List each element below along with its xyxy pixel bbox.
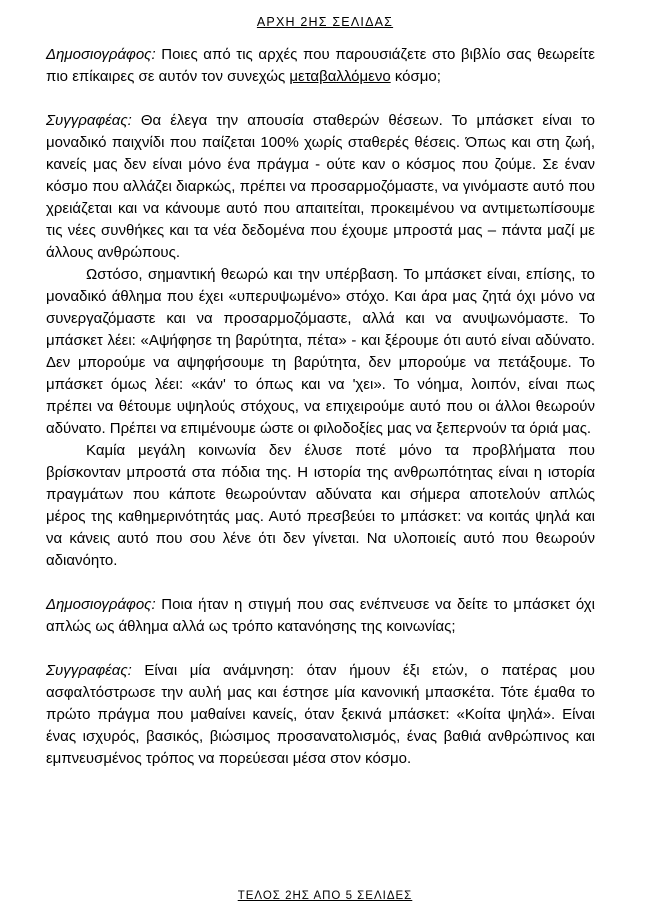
question-text: Ποιες από τις αρχές που παρουσιάζετε στο βιβλίο σας θεωρείτε πιο επίκαιρες σε αυτόν τον συνεχώς — [46, 46, 595, 85]
speaker-label: Δημοσιογράφος: — [46, 596, 156, 613]
page-footer: ΤΕΛΟΣ 2ΗΣ ΑΠΟ 5 ΣΕΛΙΔΕΣ — [237, 890, 413, 902]
answer-1-paragraph-1 — [46, 110, 595, 264]
speaker-label: Συγγραφέας: — [46, 112, 132, 129]
answer-text: Είναι μία ανάμνηση: όταν ήμουν έξι ετών, ο πατέρας μου ασφαλτόστρωσε την αυλή μας και έστησε μία κανονική μπασκέτα. Τότε έμαθα το πρώτο πράγμα που μαθαίνει κανείς, όταν ξεκινά μπάσκετ: «Κοίτα ψηλά». Είναι ένας ισχυρός, βασικός, βιώσιμος προσανατολισμός, ένας βαθιά ανθρώπινος και εμπνευσμένος τρόπος να πορεύεσαι μέσα στον κόσμο. — [46, 662, 595, 767]
question-text: Ποια ήταν η στιγμή που σας ενέπνευσε να δείτε το μπάσκετ όχι απλώς ως άθλημα αλλά ως τρόπο κατανόησης της κοινωνίας; — [46, 596, 595, 635]
answer-text: Θα έλεγα την απουσία σταθερών θέσεων. Το μπάσκετ είναι το μοναδικό παιχνίδι που παίζεται 100% χωρίς σταθερές θέσεις. Όπως και στη ζωή, κανείς μας δεν είναι μόνο ένα πράγμα - ούτε καν ο κόσμος που ζούμε. Σε έναν κόσμο που αλλάζει διαρκώς, πρέπει να προσαρμοζόμαστε, να γινόμαστε αυτό που χρειάζεται και να κάνουμε αυτό που απαιτείται, προκειμένου να αντιμετωπίσουμε τις νέες συνθήκες και τα νέα δεδομένα που έχουμε μπροστά μας – πάντα μαζί με άλλους ανθρώπους. — [46, 112, 595, 261]
question-2 — [46, 594, 595, 638]
answer-1-paragraph-3: Καμία μεγάλη κοινωνία δεν έλυσε ποτέ μόνο τα προβλήματα που βρίσκονταν μπροστά στα πόδια της. Η ιστορία της ανθρωπότητας είναι η ιστορία πραγμάτων που κάποτε θεωρούνταν αδύνατα και σήμερα αποτελούν απλώς μέρος της καθημερινότητάς μας. Αυτό πρεσβεύει το μπάσκετ: να κοιτάς ψηλά και να κάνεις αυτό που σου λένε ότι δεν γίνεται. Να υλοποιείς αυτό που θεωρούν αδιανόητο. — [46, 442, 595, 569]
question-text-end: κόσμο; — [390, 68, 441, 85]
document-body — [46, 44, 595, 770]
answer-1-paragraph-2: Ωστόσο, σημαντική θεωρώ και την υπέρβαση. Το μπάσκετ είναι, επίσης, το μοναδικό άθλημα που έχει «υπερυψωμένο» στόχο. Και άρα μας ζητά όχι μόνο να συνεργαζόμαστε και να προσαρμοζόμαστε, αλλά και να ανυψωνόμαστε. Το μπάσκετ λέει: «Αψήφησε τη βαρύτητα, πέτα» - και ξέρουμε ότι αυτό είναι αδύνατο. Δεν μπορούμε να αψηφήσουμε τη βαρύτητα, δεν μπορούμε να πετάξουμε. Το μπάσκετ όμως λέει: «κάν' το όπως και να 'χει». Το νόημα, λοιπόν, είναι πως πρέπει να θέτουμε υψηλούς στόχους, να επιχειρούμε αυτό που οι άλλοι θεωρούν αδύνατο. Πρέπει να επιμένουμε ώστε οι φιλοδοξίες μας να ξεπερνούν τα όριά μας. — [46, 266, 595, 437]
question-1 — [46, 44, 595, 88]
speaker-label: Συγγραφέας: — [46, 662, 132, 679]
page-header: ΑΡΧΗ 2ΗΣ ΣΕΛΙΔΑΣ — [256, 15, 394, 29]
speaker-label: Δημοσιογράφος: — [46, 46, 156, 63]
answer-2 — [46, 660, 595, 770]
underlined-word: μεταβαλλόμενο — [289, 68, 391, 85]
